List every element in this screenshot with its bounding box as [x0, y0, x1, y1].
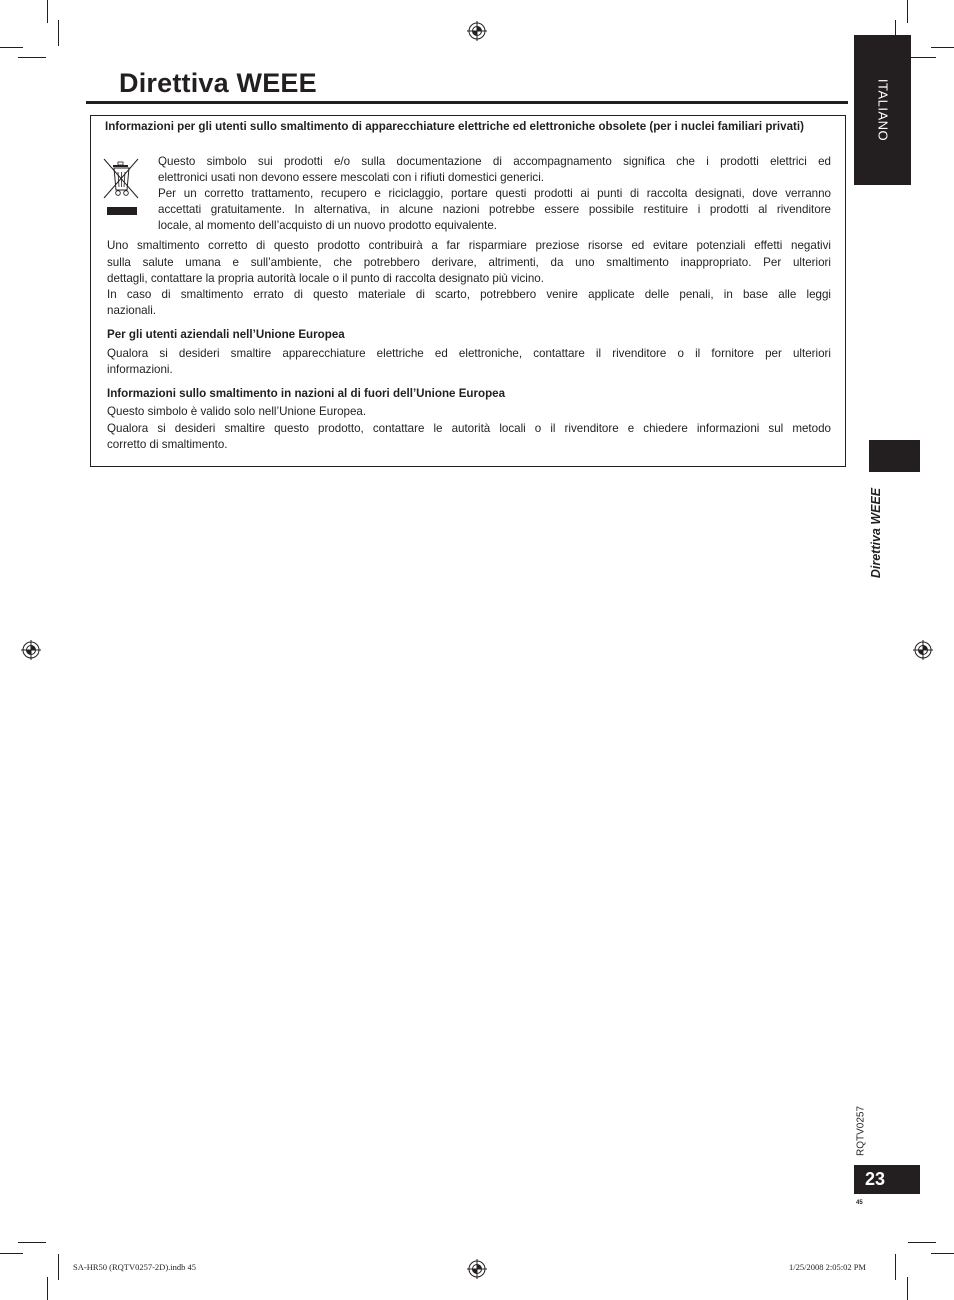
outside-eu-text-line: corretto di smaltimento.: [107, 438, 228, 451]
section-marker: [869, 440, 920, 472]
footer-file-name: SA-HR50 (RQTV0257-2D).indb 45: [73, 1262, 197, 1272]
notice-heading: Informazioni per gli utenti sullo smaltimento di apparecchiature elettriche ed elettroniche obsolete (per i nuclei familiari privati): [105, 120, 804, 133]
registration-mark-icon: [467, 1259, 487, 1279]
registration-mark-icon: [467, 21, 487, 41]
business-users-text-line: informazioni.: [107, 363, 173, 376]
page-title: Direttiva WEEE: [119, 68, 317, 98]
print-page-number: 45: [856, 1200, 863, 1206]
document-code: RQTV0257: [855, 1105, 867, 1157]
penalty-text-line: In caso di smaltimento errato di questo materiale di scarto, potrebbero venire applicate delle penali, in base alle leggi: [107, 288, 831, 301]
outside-eu-heading: Informazioni sullo smaltimento in nazioni al di fuori dell’Unione Europea: [107, 387, 506, 400]
outside-eu-text-line: Qualora si desideri smaltire questo prodotto, contattare le autorità locali o il rivenditore e chiedere informazioni sul metodo: [107, 422, 831, 435]
symbol-text-line: Questo simbolo sui prodotti e/o sulla documentazione di accompagnamento significa che i prodotti elettrici ed: [158, 155, 831, 168]
symbol-text-line: elettronici usati non devono essere mescolati con i rifiuti domestici generici.: [158, 171, 545, 184]
recycling-text-line: locale, al momento dell’acquisto di un nuovo prodotto equivalente.: [158, 219, 498, 232]
section-side-label: Direttiva WEEE: [869, 487, 883, 579]
crop-mark: [47, 1277, 48, 1300]
crop-mark: [18, 1242, 46, 1243]
crop-mark: [908, 57, 936, 58]
registration-mark-icon: [913, 640, 933, 660]
crop-mark: [58, 20, 59, 46]
language-tab: [854, 35, 911, 185]
crop-mark: [895, 1254, 896, 1280]
crop-mark: [58, 1254, 59, 1280]
footer-timestamp: 1/25/2008 2:05:02 PM: [789, 1262, 866, 1272]
disposal-text-line: Uno smaltimento corretto di questo prodotto contribuirà a far risparmiare preziose risorse ed evitare potenziali effetti negativi: [107, 239, 831, 252]
disposal-text-line: sulla salute umana e sull’ambiente, che potrebbero derivare, altrimenti, da uno smaltimento inappropriato. Per ulteriori: [107, 256, 831, 269]
crop-mark: [907, 0, 908, 23]
business-users-text-line: Qualora si desideri smaltire apparecchiature elettriche ed elettroniche, contattare il rivenditore o il fornitore per ulteriori: [107, 347, 831, 360]
registration-mark-icon: [21, 640, 41, 660]
crop-mark: [47, 0, 48, 23]
crop-mark: [931, 1253, 954, 1254]
recycling-text-line: Per un corretto trattamento, recupero e riciclaggio, portare questi prodotti ai punti di raccolta designati, dove verranno: [158, 187, 831, 200]
penalty-text-line: nazionali.: [107, 304, 156, 317]
crop-mark: [0, 47, 23, 48]
crop-mark: [907, 1277, 908, 1300]
business-users-heading: Per gli utenti aziendali nell’Unione Europea: [107, 328, 345, 341]
language-tab-label: ITALIANO: [875, 78, 890, 142]
outside-eu-text-line: Questo simbolo è valido solo nell’Unione Europea.: [107, 405, 367, 418]
crossed-out-wheeled-bin-icon: [102, 156, 140, 218]
crop-mark: [0, 1253, 23, 1254]
recycling-text-line: accettati gratuitamente. In alternativa, in alcune nazioni potrebbe essere possibile restituire i prodotti al rivenditore: [158, 203, 831, 216]
crop-mark: [931, 47, 954, 48]
disposal-text-line: dettagli, contattare la propria autorità locale o il punto di raccolta designato più vicino.: [107, 272, 544, 285]
title-rule: [86, 101, 848, 104]
crop-mark: [908, 1242, 936, 1243]
crop-mark: [18, 57, 46, 58]
page-number: 23: [865, 1169, 886, 1189]
page-number-box: [854, 1165, 920, 1194]
